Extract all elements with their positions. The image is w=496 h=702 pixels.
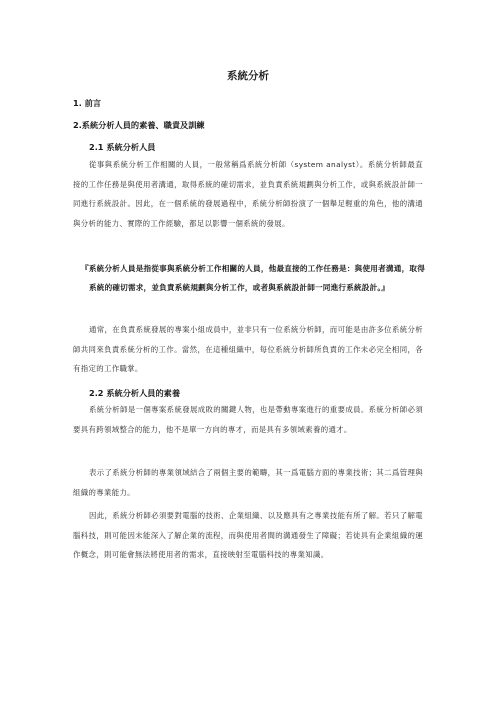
heading-introduction: 1. 前言 <box>73 98 102 108</box>
paragraph-system-analyst-role: 從事與系統分析工作相關的人員，一般常稱爲系統分析師（system analyst）。系統分析師最直接的工作任務是與使用者溝通，取得系統的確切需求，並負責系統規劃與分析工作，或與系統設計師一同進行系統設計。因此，在一個系統的發展過程中，系統分析師扮演了一個舉足輕重的角色，他的溝通與分析的能力、實際的工作經驗，都足以影響一個系統的發展。 <box>73 160 423 228</box>
quoted-definition: 『系統分析人員是指從事與系統分析工作相關的人員，他最直接的工作任務是：與使用者溝通，取得系統的確切需求，並負責系統規劃與分析工作，或者與系統設計師一同進行系統設計。』 <box>81 264 425 292</box>
heading-section-2-2: 2.2 系統分析人員的素養 <box>89 388 181 398</box>
heading-section-2-1: 2.1 系統分析人員 <box>89 142 156 152</box>
paragraph-two-domains: 表示了系統分析師的專業領域結合了兩個主要的範疇，其一爲電腦方面的專業技術；其二爲管理與組織的專業能力。 <box>73 468 423 497</box>
paragraph-analyst-skills: 系統分析師是一個專案系統發展成敗的關鍵人物，也是帶動專案進行的重要成員。系統分析師必須要具有跨領域整合的能力，他不是單一方向的專才，而是具有多領域素養的通才。 <box>73 405 423 434</box>
paragraph-team-members: 通常，在負責系統發展的專案小組成員中，並非只有一位系統分析師，而可能是由許多位系統分析師共同來負責系統分析的工作。當然，在這種組織中，每位系統分析師所負責的工作未必完全相同，各有指定的工作職掌。 <box>73 325 423 374</box>
paragraph-knowledge-requirements: 因此，系統分析師必須要對電腦的技術、企業組織、以及應具有之專業技能有所了解。若只了解電腦科技，則可能因未能深入了解企業的流程，而與使用者間的溝通發生了障礙；若徒具有企業組織的運作概念，則可能會無法將使用者的需求，直接映射至電腦科技的專業知識。 <box>73 511 423 560</box>
document-title: 系統分析 <box>227 70 269 82</box>
heading-section-2: 2.系統分析人員的素養、職責及訓練 <box>73 120 205 130</box>
